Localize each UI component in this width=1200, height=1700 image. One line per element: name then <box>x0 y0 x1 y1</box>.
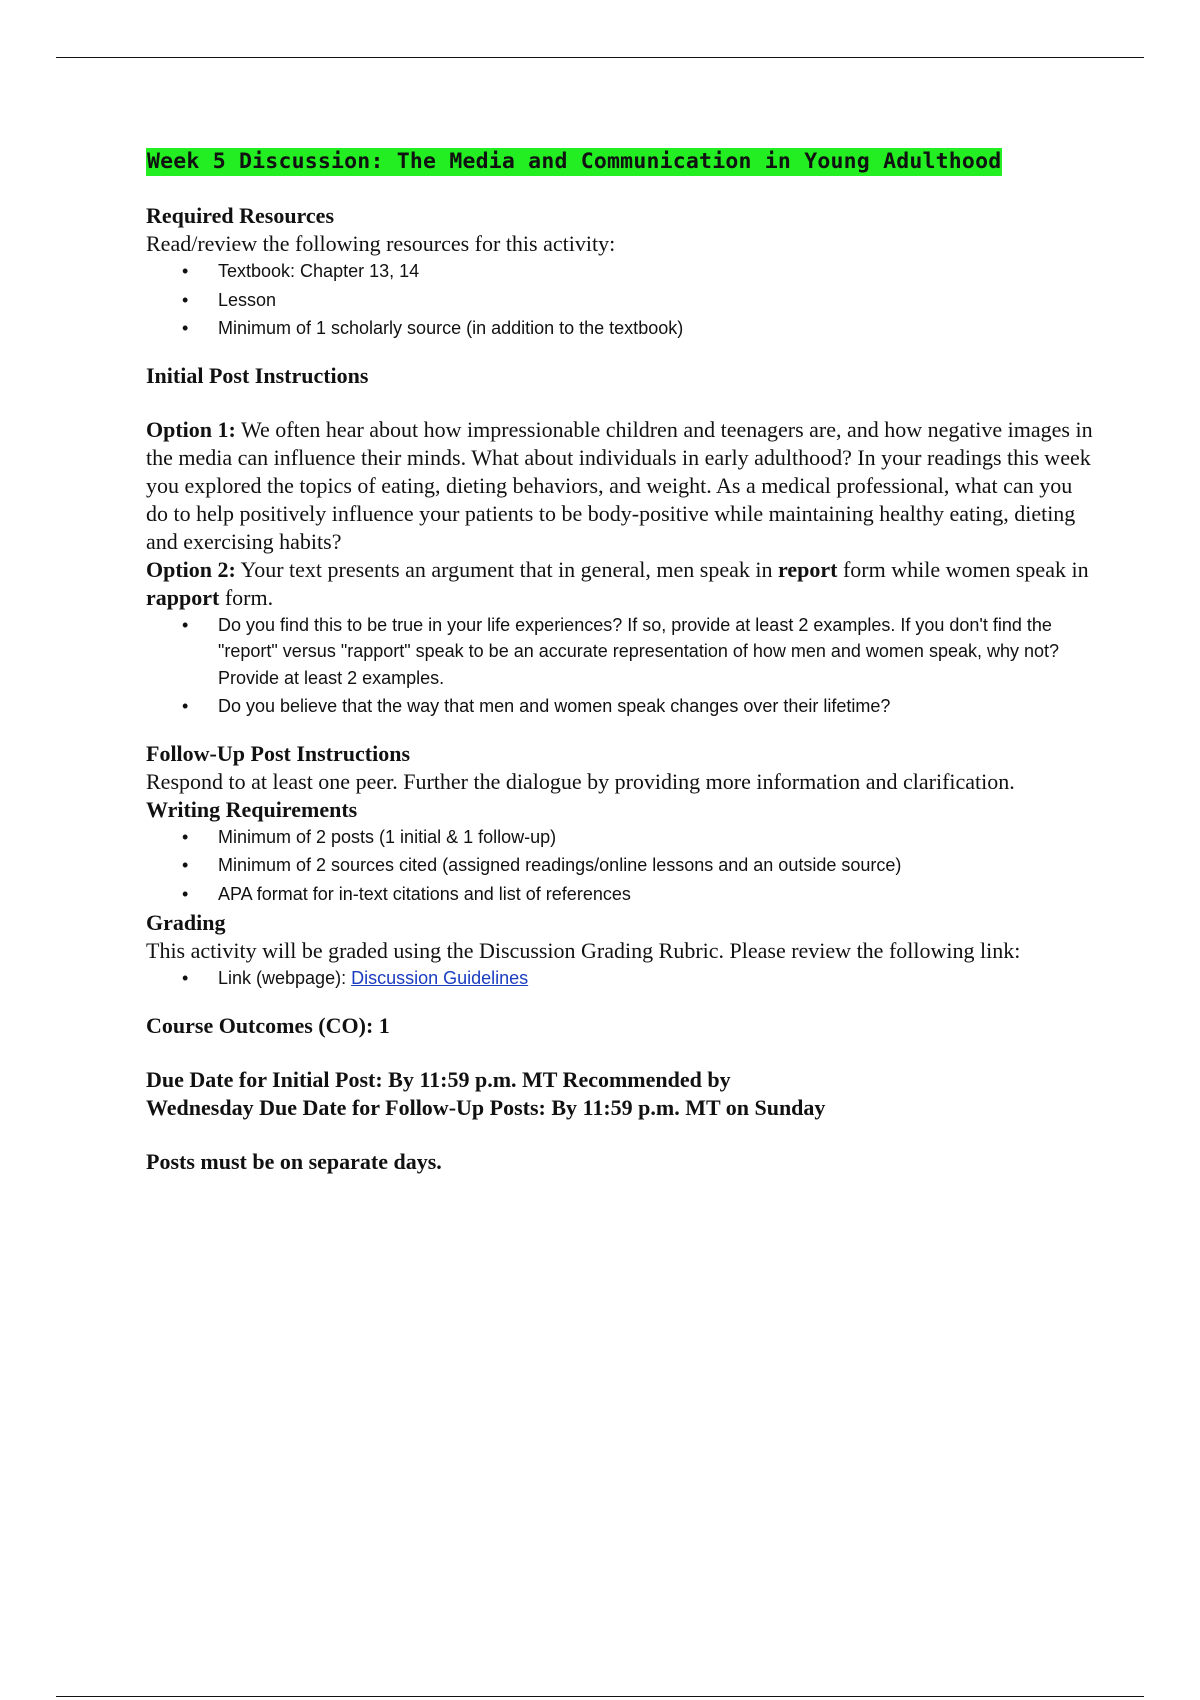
bullet-icon: • <box>182 696 189 716</box>
list-item: • Lesson <box>146 287 1096 314</box>
follow-up-section <box>146 740 1096 796</box>
document-body <box>146 148 1096 1176</box>
bullet-icon: • <box>182 289 189 310</box>
writing-requirements-heading: Writing Requirements <box>146 796 358 822</box>
resources-list <box>146 258 1096 342</box>
bullet-icon: • <box>182 826 189 847</box>
option-2-paragraph: Option 2: Your text presents an argument that in general, men speak in report form while women speak in rapport form. <box>146 556 1089 610</box>
list-item: • Do you believe that the way that men and women speak changes over their lifetime? <box>146 693 1096 720</box>
writing-requirements-section <box>146 796 1096 908</box>
bullet-icon: • <box>182 261 189 281</box>
discussion-guidelines-link[interactable]: Discussion Guidelines <box>351 968 529 988</box>
option-2-label: Option 2: <box>146 556 236 582</box>
list-item: • Textbook: Chapter 13, 14 <box>146 258 1096 285</box>
grading-section <box>146 909 1096 992</box>
option-1-label: Option 1: <box>146 416 236 442</box>
follow-up-heading: Follow-Up Post Instructions <box>146 740 411 766</box>
due-date-line-1: Due Date for Initial Post: By 11:59 p.m. MT Recommended by <box>146 1066 731 1092</box>
grading-links-list <box>146 965 1096 992</box>
list-item: • APA format for in-text citations and list of references <box>146 881 1096 908</box>
writing-requirements-list <box>146 824 1096 908</box>
option-2-questions-list <box>146 612 1096 720</box>
list-item: • Minimum of 2 sources cited (assigned readings/online lessons and an outside source) <box>146 852 1096 879</box>
follow-up-text: Respond to at least one peer. Further the dialogue by providing more information and clarification. <box>146 768 1015 794</box>
list-item: • Do you find this to be true in your life experiences? If so, provide at least 2 examples. If you don't find the "report" versus "rapport" speak to be an accurate representation of how men and women speak, why not? Provide at least 2 examples. <box>146 612 1096 692</box>
posts-note: Posts must be on separate days. <box>146 1148 442 1174</box>
bottom-rule <box>56 1696 1144 1697</box>
required-resources-heading: Required Resources <box>146 203 335 228</box>
list-item: • Minimum of 2 posts (1 initial & 1 follow-up) <box>146 824 1096 851</box>
required-resources-section <box>146 202 1096 342</box>
course-outcomes: Course Outcomes (CO): 1 <box>146 1012 390 1038</box>
grading-heading: Grading <box>146 910 226 935</box>
bullet-icon: • <box>182 968 189 988</box>
grading-text: This activity will be graded using the Discussion Grading Rubric. Please review the following link: <box>146 938 1021 963</box>
bullet-icon: • <box>182 318 189 338</box>
required-resources-intro: Read/review the following resources for this activity: <box>146 231 616 256</box>
bullet-icon: • <box>182 614 189 635</box>
list-item: • Link (webpage): Discussion Guidelines <box>146 965 1096 992</box>
due-date-line-2: Wednesday Due Date for Follow-Up Posts: By 11:59 p.m. MT on Sunday <box>146 1094 826 1120</box>
page-title: Week 5 Discussion: The Media and Communication in Young Adulthood <box>147 149 1002 174</box>
top-rule <box>56 57 1144 58</box>
initial-post-section <box>146 362 1096 720</box>
option-1-paragraph: Option 1: We often hear about how impressionable children and teenagers are, and how negative images in the media can influence their minds. What about individuals in early adulthood? In your readings this week you explored the topics of eating, dieting behaviors, and weight. As a medical professional, what can you do to help positively influence your patients to be body-positive while maintaining healthy eating, dieting and exercising habits? <box>146 416 1093 554</box>
list-item: • Minimum of 1 scholarly source (in addition to the textbook) <box>146 315 1096 342</box>
initial-post-heading: Initial Post Instructions <box>146 362 369 388</box>
bullet-icon: • <box>182 855 189 875</box>
bullet-icon: • <box>182 883 189 904</box>
